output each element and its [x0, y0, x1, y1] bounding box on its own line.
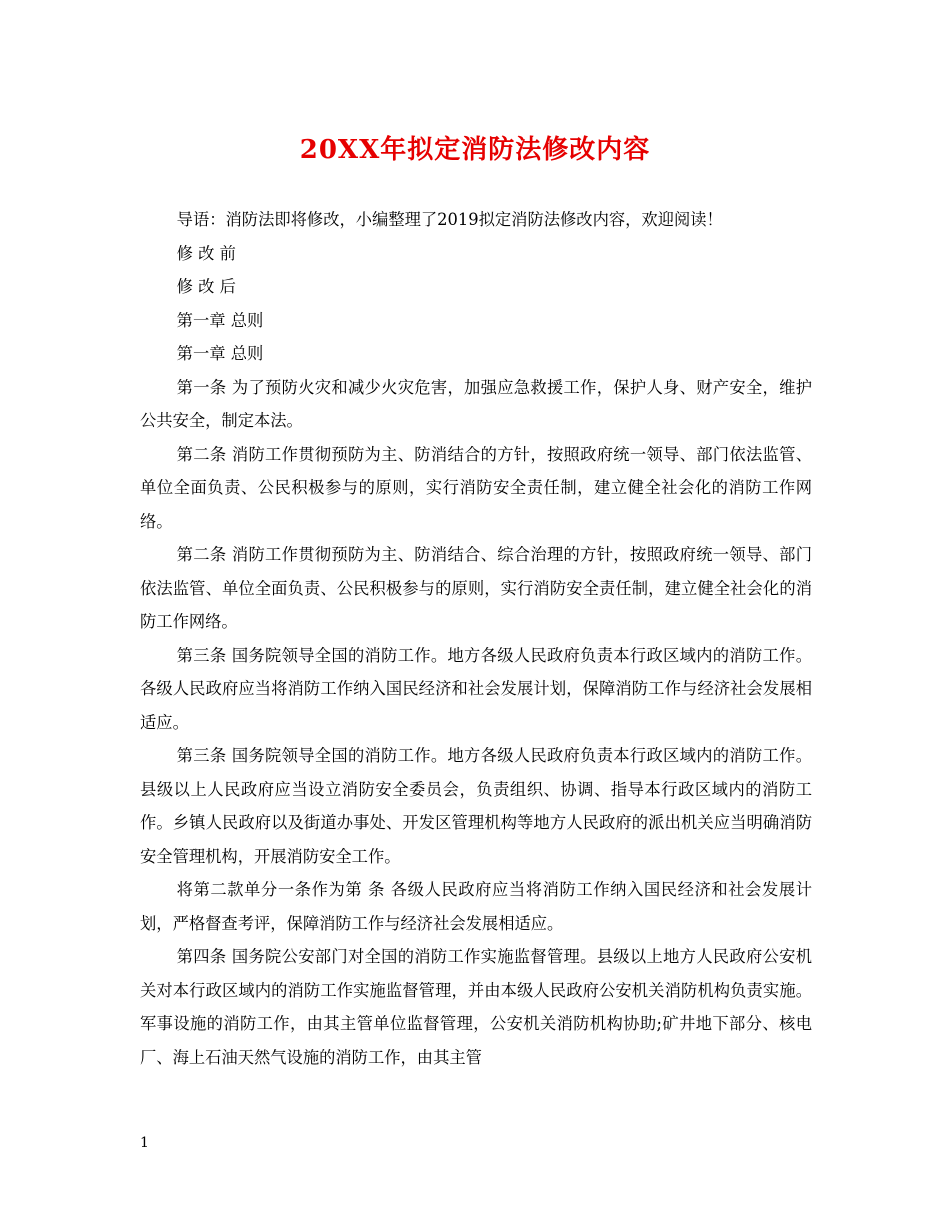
paragraph-article: 第三条 国务院领导全国的消防工作。地方各级人民政府负责本行政区域内的消防工作。各级人民政府应当将消防工作纳入国民经济和社会发展计划，保障消防工作与经济社会发展相适应。 — [140, 645, 812, 732]
paragraph-intro: 导语：消防法即将修改，小编整理了2019拟定消防法修改内容，欢迎阅读！ — [176, 210, 723, 229]
document-body — [140, 203, 812, 1074]
document-title: 20XX年拟定消防法修改内容 — [299, 135, 651, 165]
paragraph-before-label: 修 改 前 — [176, 243, 236, 263]
page-number: 1 — [140, 1135, 149, 1151]
paragraph-article: 第三条 国务院领导全国的消防工作。地方各级人民政府负责本行政区域内的消防工作。县级以上人民政府应当设立消防安全委员会，负责组织、协调、指导本行政区域内的消防工作。乡镇人民政府以及街道办事处、开发区管理机构等地方人民政府的派出机关应当明确消防安全管理机构，开展消防安全工作。 — [140, 746, 812, 866]
paragraph-article: 第二条 消防工作贯彻预防为主、防消结合的方针，按照政府统一领导、部门依法监管、单位全面负责、公民积极参与的原则，实行消防安全责任制，建立健全社会化的消防工作网络。 — [140, 444, 812, 531]
paragraph-after-label: 修 改 后 — [176, 277, 236, 296]
paragraph-article: 第四条 国务院公安部门对全国的消防工作实施监督管理。县级以上地方人民政府公安机关对本行政区域内的消防工作实施监督管理，并由本级人民政府公安机关消防机构负责实施。军事设施的消防工作，由其主管单位监督管理，公安机关消防机构协助;矿井地下部分、核电厂、海上石油天然气设施的消防工作，由其主管 — [140, 947, 812, 1067]
paragraph-chapter-heading: 第一章 总则 — [176, 310, 264, 330]
paragraph-article: 第二条 消防工作贯彻预防为主、防消结合、综合治理的方针，按照政府统一领导、部门依法监管、单位全面负责、公民积极参与的原则，实行消防安全责任制，建立健全社会化的消防工作网络。 — [140, 545, 812, 631]
paragraph-article: 将第二款单分一条作为第 条 各级人民政府应当将消防工作纳入国民经济和社会发展计划，严格督查考评，保障消防工作与经济社会发展相适应。 — [140, 880, 812, 933]
paragraph-chapter-heading: 第一章 总则 — [176, 344, 264, 363]
paragraph-article: 第一条 为了预防火灾和减少火灾危害，加强应急救援工作，保护人身、财产安全，维护公共安全，制定本法。 — [140, 377, 812, 430]
